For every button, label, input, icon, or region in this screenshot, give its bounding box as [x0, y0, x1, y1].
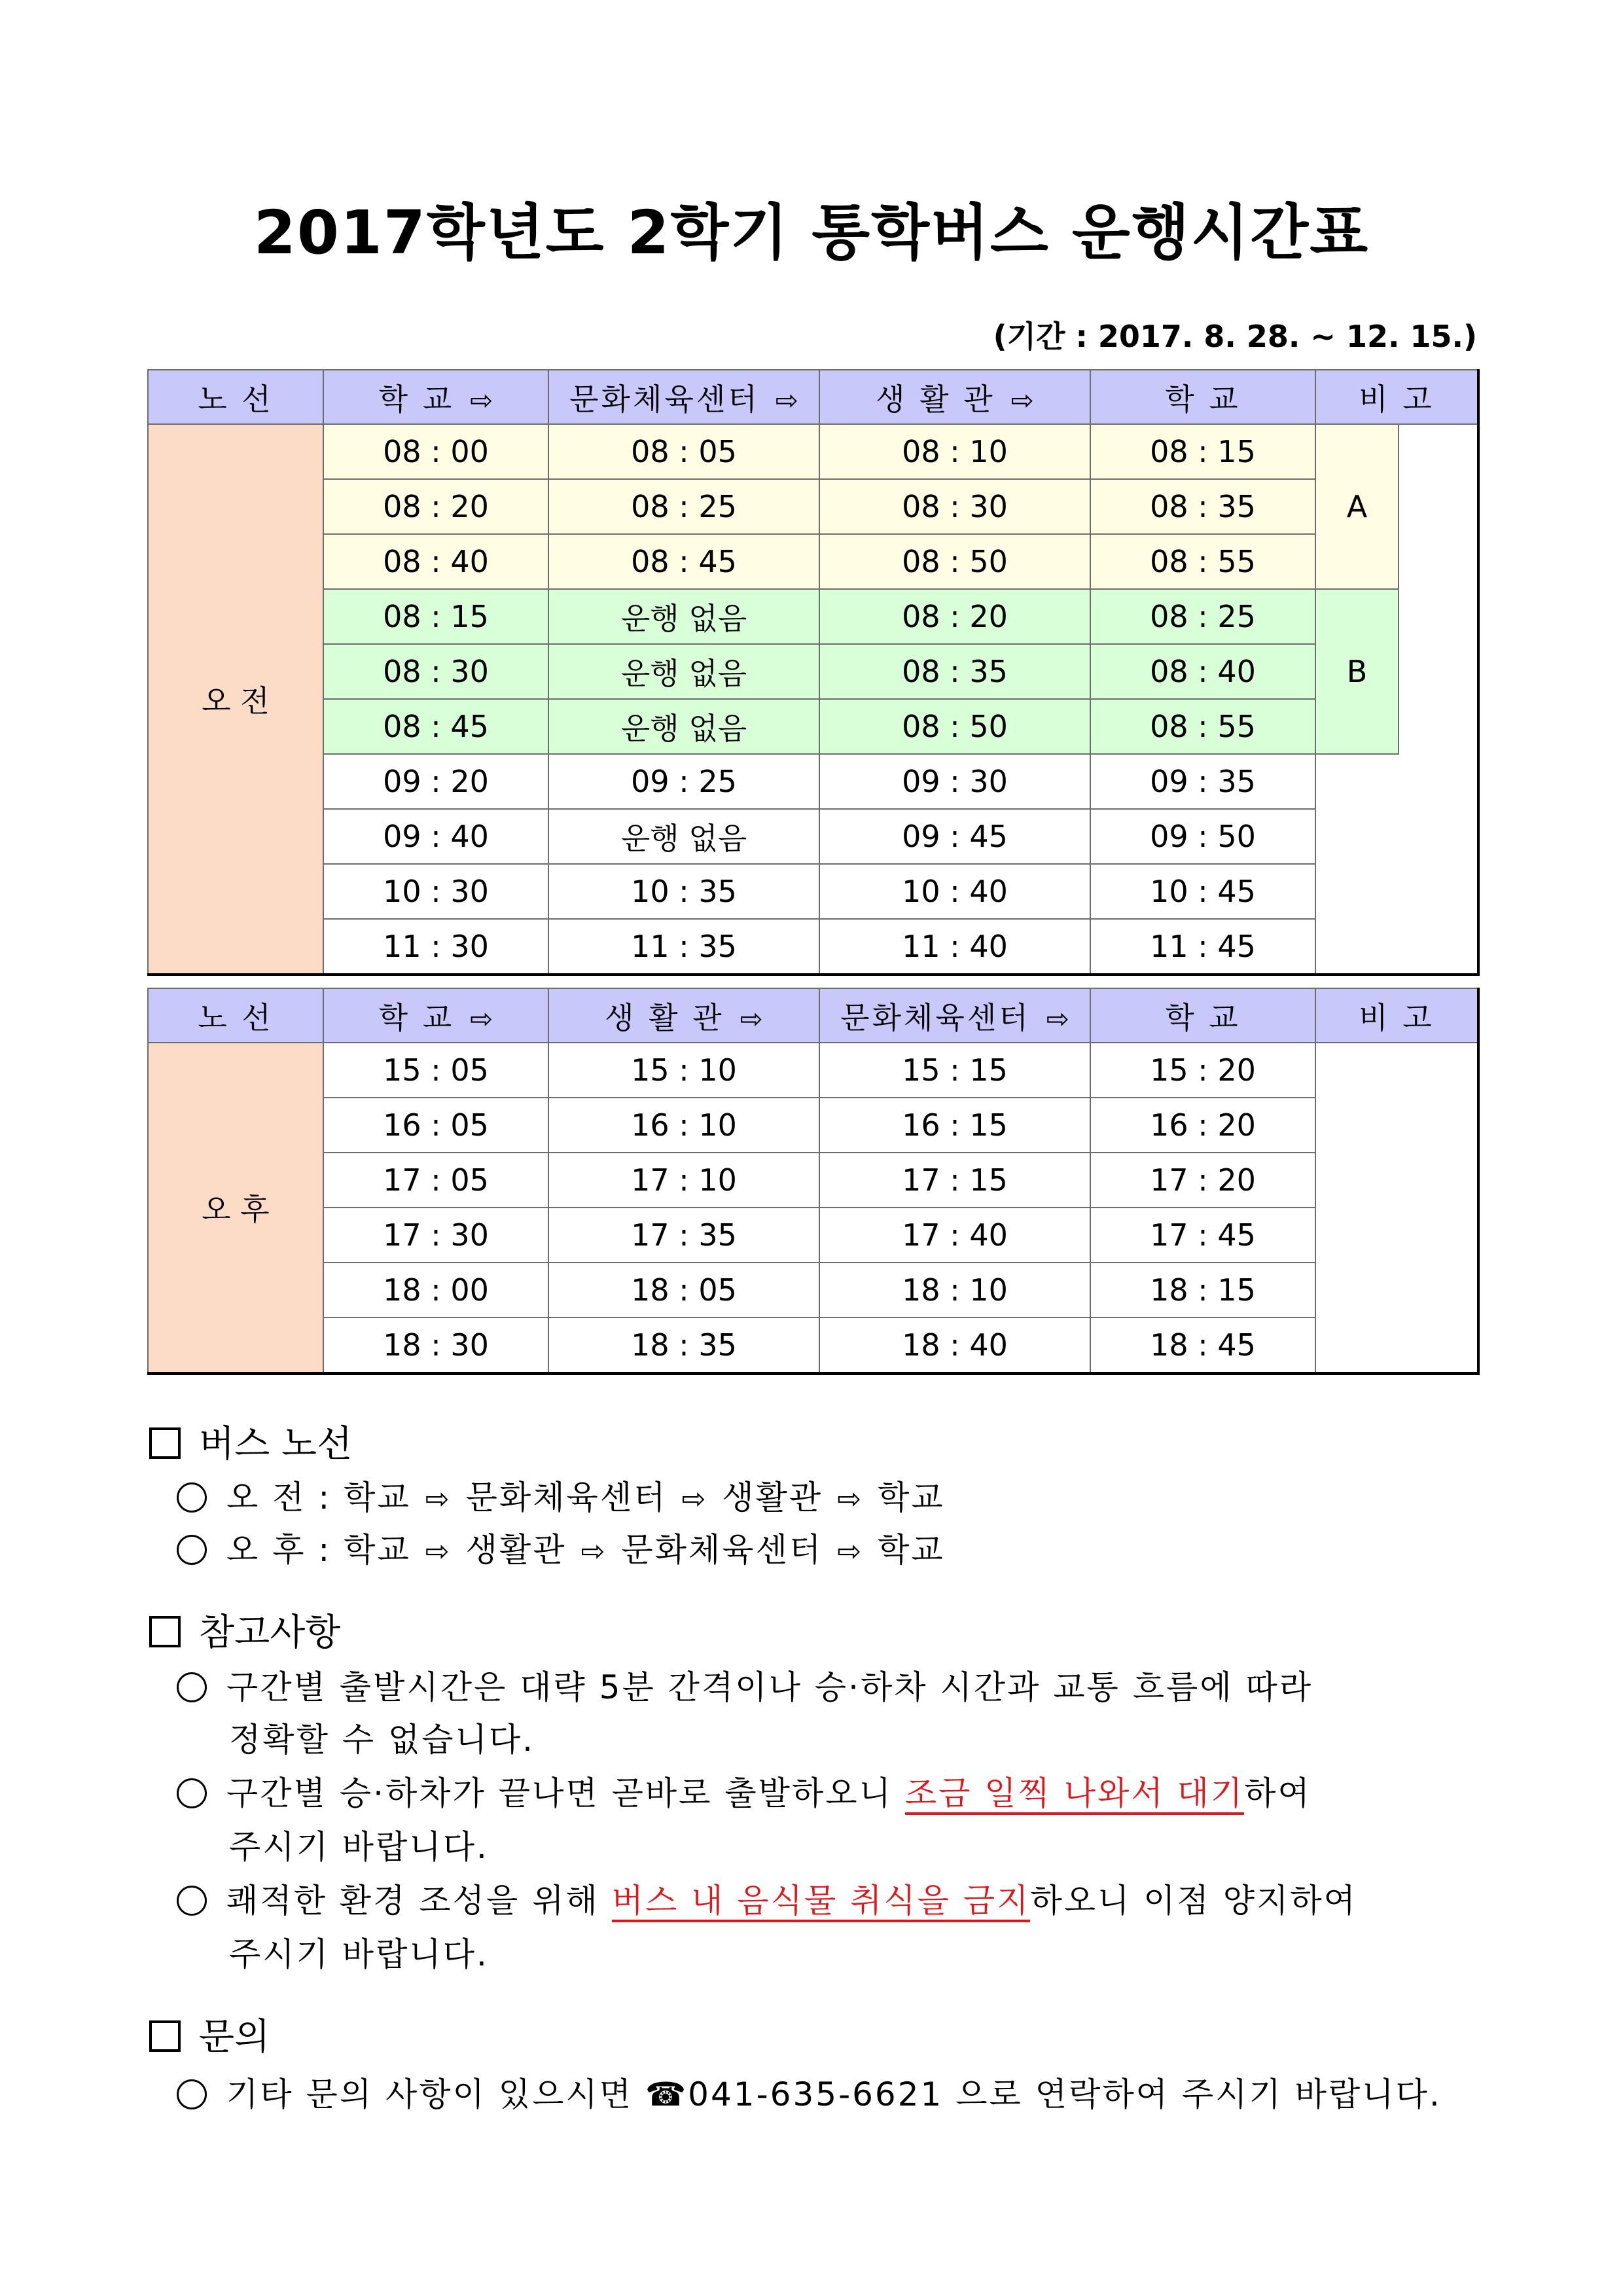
header-stop-4: 학 교 — [1090, 988, 1315, 1043]
time-cell: 11 : 40 — [819, 919, 1090, 975]
header-stop-1: 학 교 ⇨ — [323, 988, 548, 1043]
time-cell: 08 : 20 — [323, 479, 548, 534]
time-cell: 10 : 35 — [548, 864, 819, 919]
table-row — [148, 479, 1478, 534]
time-cell: 18 : 45 — [1090, 1318, 1315, 1374]
morning-timetable — [147, 369, 1480, 976]
time-cell: 09 : 45 — [819, 809, 1090, 864]
arrow-icon: ⇨ — [1010, 384, 1034, 416]
checkbox-square-icon — [149, 2020, 181, 2052]
time-cell: 17 : 05 — [323, 1153, 548, 1208]
circle-bullet-icon — [177, 1535, 207, 1565]
table-row — [148, 534, 1478, 589]
contact-line: 기타 문의 사항이 있으시면 ☎041-635-6621 으로 연락하여 주시기 바랍니다. — [177, 2068, 1442, 2115]
time-cell: 10 : 45 — [1090, 864, 1315, 919]
time-cell: 운행 없음 — [548, 699, 819, 754]
note-1: 구간별 출발시간은 대략 5분 간격이나 승·하차 시간과 교통 흐름에 따라 — [177, 1661, 1313, 1708]
circle-bullet-icon — [177, 1778, 207, 1808]
time-cell: 운행 없음 — [548, 809, 819, 864]
table-row — [148, 644, 1478, 699]
time-cell: 08 : 25 — [1090, 589, 1315, 644]
time-cell: 18 : 00 — [323, 1263, 548, 1318]
time-cell: 08 : 50 — [819, 699, 1090, 754]
header-note: 비 고 — [1315, 370, 1478, 424]
note-2: 구간별 승·하차가 끝나면 곧바로 출발하오니 조금 일찍 나와서 대기하여 — [177, 1767, 1311, 1814]
time-cell: 18 : 05 — [548, 1263, 819, 1318]
header-row — [148, 988, 1478, 1043]
checkbox-square-icon — [149, 1427, 181, 1459]
time-cell: 09 : 50 — [1090, 809, 1315, 864]
arrow-icon: ⇨ — [837, 1535, 864, 1568]
group-label-morning: 오 전 — [148, 424, 323, 975]
arrow-icon: ⇨ — [470, 1002, 493, 1035]
time-cell: 08 : 55 — [1090, 534, 1315, 589]
time-cell: 16 : 20 — [1090, 1098, 1315, 1153]
time-cell: 11 : 30 — [323, 919, 548, 975]
period-text: (기간 : 2017. 8. 28. ~ 12. 15.) — [993, 319, 1477, 354]
circle-bullet-icon — [177, 2079, 207, 2109]
arrow-icon: ⇨ — [775, 384, 798, 416]
header-route: 노 선 — [148, 370, 323, 424]
time-cell: 17 : 40 — [819, 1208, 1090, 1263]
note-b: B — [1315, 589, 1399, 754]
header-stop-4: 학 교 — [1090, 370, 1315, 424]
circle-bullet-icon — [177, 1886, 207, 1916]
arrow-icon: ⇨ — [425, 1482, 452, 1516]
time-cell: 18 : 15 — [1090, 1263, 1315, 1318]
group-label-afternoon: 오 후 — [148, 1043, 323, 1374]
note-empty — [1315, 754, 1399, 975]
note-a: A — [1315, 424, 1399, 589]
table-row — [148, 754, 1478, 809]
circle-bullet-icon — [177, 1672, 207, 1702]
time-cell: 09 : 35 — [1090, 754, 1315, 809]
time-cell: 17 : 30 — [323, 1208, 548, 1263]
time-cell: 08 : 30 — [323, 644, 548, 699]
highlight-wait-early: 조금 일찍 나와서 대기 — [905, 1774, 1244, 1815]
page-title: 2017학년도 2학기 통학버스 운행시간표 — [253, 198, 1370, 268]
time-cell: 17 : 35 — [548, 1208, 819, 1263]
time-cell: 08 : 35 — [819, 644, 1090, 699]
time-cell: 11 : 35 — [548, 919, 819, 975]
time-cell: 15 : 20 — [1090, 1043, 1315, 1098]
table-row — [148, 699, 1478, 754]
time-cell: 17 : 10 — [548, 1153, 819, 1208]
time-cell: 08 : 00 — [323, 424, 548, 479]
time-cell: 17 : 15 — [819, 1153, 1090, 1208]
note-3: 쾌적한 환경 조성을 위해 버스 내 음식물 취식을 금지하오니 이점 양지하여 — [177, 1874, 1357, 1922]
time-cell: 17 : 20 — [1090, 1153, 1315, 1208]
table-row — [148, 424, 1478, 479]
time-cell: 15 : 05 — [323, 1043, 548, 1098]
time-cell: 09 : 25 — [548, 754, 819, 809]
section-contact-title: 문의 — [149, 2008, 270, 2060]
note-1-cont: 정확할 수 없습니다. — [229, 1721, 535, 1759]
time-cell: 08 : 35 — [1090, 479, 1315, 534]
phone-icon: ☎ — [645, 2075, 688, 2113]
table-row — [148, 1208, 1478, 1263]
time-cell: 10 : 40 — [819, 864, 1090, 919]
table-row — [148, 1043, 1478, 1098]
checkbox-square-icon — [149, 1616, 181, 1647]
time-cell: 08 : 30 — [819, 479, 1090, 534]
table-row — [148, 864, 1478, 919]
table-row — [148, 1318, 1478, 1374]
time-cell: 08 : 45 — [548, 534, 819, 589]
time-cell: 08 : 50 — [819, 534, 1090, 589]
note-2-cont: 주시기 바랍니다. — [229, 1828, 489, 1866]
table-row — [148, 1098, 1478, 1153]
table-row — [148, 1153, 1478, 1208]
note-3-cont: 주시기 바랍니다. — [229, 1935, 489, 1973]
section-route-title: 버스 노선 — [149, 1415, 352, 1467]
header-stop-2: 문화체육센터 ⇨ — [548, 370, 819, 424]
afternoon-timetable — [147, 988, 1480, 1375]
section-notes-title: 참고사항 — [149, 1604, 340, 1656]
table-row — [148, 589, 1478, 644]
time-cell: 08 : 45 — [323, 699, 548, 754]
arrow-icon: ⇨ — [740, 1002, 763, 1035]
time-cell: 08 : 10 — [819, 424, 1090, 479]
time-cell: 08 : 25 — [548, 479, 819, 534]
note-blank — [1399, 424, 1478, 975]
table-row — [148, 919, 1478, 975]
arrow-icon: ⇨ — [681, 1482, 708, 1516]
time-cell: 08 : 55 — [1090, 699, 1315, 754]
time-cell: 08 : 40 — [1090, 644, 1315, 699]
time-cell: 11 : 45 — [1090, 919, 1315, 975]
header-stop-1: 학 교 ⇨ — [323, 370, 548, 424]
table-row — [148, 1263, 1478, 1318]
note-empty — [1315, 1043, 1478, 1374]
time-cell: 18 : 35 — [548, 1318, 819, 1374]
time-cell: 08 : 05 — [548, 424, 819, 479]
time-cell: 17 : 45 — [1090, 1208, 1315, 1263]
time-cell: 09 : 30 — [819, 754, 1090, 809]
time-cell: 15 : 15 — [819, 1043, 1090, 1098]
time-cell: 16 : 10 — [548, 1098, 819, 1153]
time-cell: 08 : 20 — [819, 589, 1090, 644]
route-morning: 오 전 : 학교 ⇨ 문화체육센터 ⇨ 생활관 ⇨ 학교 — [177, 1471, 945, 1518]
time-cell: 09 : 20 — [323, 754, 548, 809]
phone-number: 041-635-6621 — [688, 2075, 944, 2113]
time-cell: 운행 없음 — [548, 589, 819, 644]
header-stop-2: 생 활 관 ⇨ — [548, 988, 819, 1043]
time-cell: 08 : 15 — [323, 589, 548, 644]
arrow-icon: ⇨ — [425, 1535, 452, 1568]
header-note: 비 고 — [1315, 988, 1478, 1043]
arrow-icon: ⇨ — [1046, 1002, 1069, 1035]
time-cell: 08 : 40 — [323, 534, 548, 589]
time-cell: 18 : 40 — [819, 1318, 1090, 1374]
header-stop-3: 생 활 관 ⇨ — [819, 370, 1090, 424]
highlight-no-food: 버스 내 음식물 취식을 금지 — [612, 1882, 1031, 1922]
time-cell: 09 : 40 — [323, 809, 548, 864]
time-cell: 10 : 30 — [323, 864, 548, 919]
header-row — [148, 370, 1478, 424]
arrow-icon: ⇨ — [580, 1535, 607, 1568]
time-cell: 15 : 10 — [548, 1043, 819, 1098]
time-cell: 운행 없음 — [548, 644, 819, 699]
arrow-icon: ⇨ — [470, 384, 493, 416]
time-cell: 18 : 10 — [819, 1263, 1090, 1318]
time-cell: 08 : 15 — [1090, 424, 1315, 479]
route-afternoon: 오 후 : 학교 ⇨ 생활관 ⇨ 문화체육센터 ⇨ 학교 — [177, 1524, 945, 1571]
circle-bullet-icon — [177, 1482, 207, 1513]
arrow-icon: ⇨ — [837, 1482, 864, 1516]
time-cell: 16 : 15 — [819, 1098, 1090, 1153]
time-cell: 16 : 05 — [323, 1098, 548, 1153]
header-stop-3: 문화체육센터 ⇨ — [819, 988, 1090, 1043]
header-route: 노 선 — [148, 988, 323, 1043]
table-row — [148, 809, 1478, 864]
time-cell: 18 : 30 — [323, 1318, 548, 1374]
